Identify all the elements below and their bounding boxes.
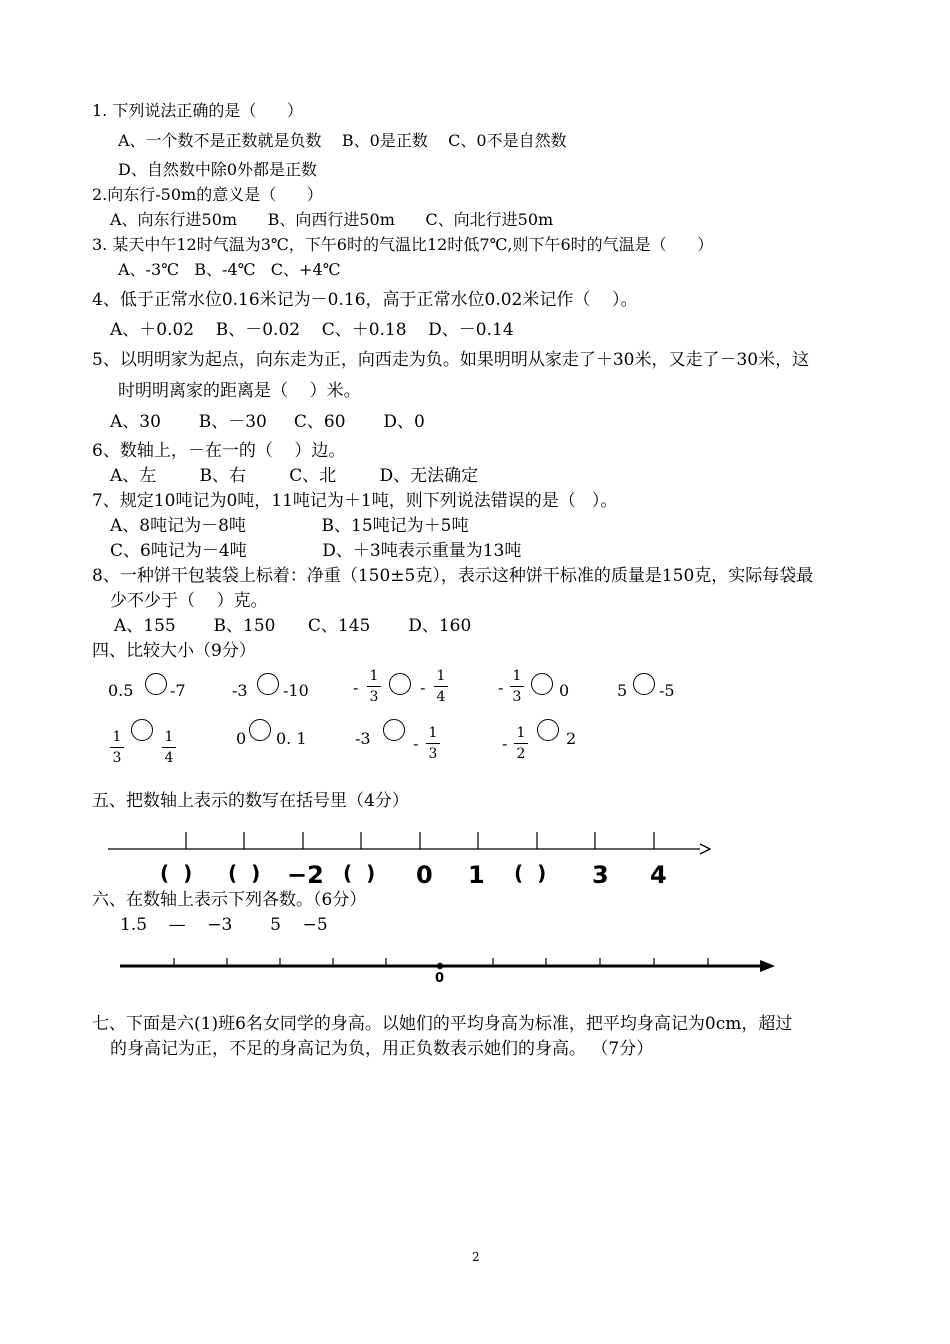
fraction-numerator: 1	[110, 729, 124, 748]
fraction-numerator: 1	[434, 668, 448, 687]
q3-options: A、-3℃ B、-4℃ C、+4℃	[118, 260, 341, 279]
fraction	[426, 725, 440, 762]
compare-circle[interactable]	[383, 719, 405, 741]
section6-numbers: 1.5 — −3 5 −5	[120, 915, 328, 935]
cmp-1-right: -7	[170, 681, 186, 700]
axis-label: 0	[416, 861, 433, 889]
q3-stem: 3. 某天中午12时气温为3℃，下午6时的气温比12时低7℃,则下午6时的气温是（ ）	[92, 235, 714, 254]
q8-options: A、155 B、150 C、145 D、160	[114, 616, 472, 636]
fraction-denominator: 2	[516, 746, 526, 762]
q8-stem-line1: 8、一种饼干包装袋上标着：净重（150±5克），表示这种饼干标准的质量是150克，实际每袋最	[92, 566, 814, 586]
q6-options: A、左 B、右 C、北 D、无法确定	[110, 466, 479, 486]
number-line-2	[0, 948, 950, 988]
section7-line1: 七、下面是六(1)班6名女同学的身高。以她们的平均身高为标准，把平均身高记为0cm，超过	[92, 1014, 793, 1034]
q5-options: A、30 B、－30 C、60 D、0	[110, 412, 425, 432]
compare-circle[interactable]	[131, 719, 153, 741]
cmp-8-left: -3	[355, 729, 371, 748]
fraction	[510, 668, 524, 705]
fraction-numerator: 1	[426, 725, 440, 744]
q2-stem: 2.向东行-50m的意义是（ ）	[92, 185, 323, 204]
cmp-2-left: -3	[232, 681, 248, 700]
axis-label: ( )	[228, 861, 261, 885]
cmp-3-sign: -	[353, 678, 359, 697]
cmp-7-right: 0. 1	[276, 729, 307, 748]
q7-options-line2: C、6吨记为－4吨 D、＋3吨表示重量为13吨	[110, 541, 522, 561]
fraction	[367, 668, 381, 705]
q2-options: A、向东行进50m B、向西行进50m C、向北行进50m	[110, 210, 554, 229]
cmp-9-sign: -	[502, 734, 508, 753]
cmp-5-left: 5	[617, 681, 628, 700]
axis-label: −2	[287, 861, 324, 889]
q5-stem-line2: 时明明离家的距离是（ ）米。	[118, 381, 361, 401]
fraction	[514, 725, 528, 762]
axis-label: ( )	[160, 861, 193, 885]
fraction-denominator: 3	[369, 689, 379, 705]
compare-circle[interactable]	[257, 673, 279, 695]
axis-label: 4	[650, 861, 667, 889]
cmp-5-right: -5	[659, 681, 675, 700]
q8-stem-line2: 少不少于（ ）克。	[110, 591, 268, 611]
q7-options-line1: A、8吨记为－8吨 B、15吨记为＋5吨	[110, 516, 469, 536]
axis-label: ( )	[514, 861, 547, 885]
q1-stem: 1. 下列说法正确的是（ ）	[92, 101, 303, 120]
fraction-denominator: 3	[512, 689, 522, 705]
section4-title: 四、比较大小（9分）	[92, 641, 256, 661]
compare-circle[interactable]	[249, 719, 271, 741]
cmp-4-right: 0	[559, 681, 570, 700]
section5-title: 五、把数轴上表示的数写在括号里（4分）	[92, 791, 409, 811]
axis-label: 1	[468, 861, 485, 889]
cmp-8-sign: -	[413, 734, 419, 753]
fraction	[434, 668, 448, 705]
cmp-1-left: 0.5	[108, 681, 134, 700]
cmp-3-mid-sign: -	[420, 678, 426, 697]
q4-options: A、＋0.02 B、－0.02 C、＋0.18 D、－0.14	[110, 320, 514, 340]
fraction-numerator: 1	[514, 725, 528, 744]
fraction-numerator: 1	[162, 729, 176, 748]
axis-label: ( )	[343, 861, 376, 885]
q7-stem: 7、规定10吨记为0吨，11吨记为＋1吨，则下列说法错误的是（ ）。	[92, 491, 618, 511]
section6-title: 六、在数轴上表示下列各数。（6分）	[92, 890, 367, 910]
cmp-2-right: -10	[283, 681, 309, 700]
q1-options-line1: A、一个数不是正数就是负数 B、0是正数 C、0不是自然数	[118, 131, 567, 150]
cmp-9-right: 2	[566, 729, 577, 748]
cmp-4-sign: -	[498, 678, 504, 697]
q6-stem: 6、数轴上，－在一的（ ）边。	[92, 441, 346, 461]
fraction-denominator: 3	[428, 746, 438, 762]
compare-circle[interactable]	[633, 673, 655, 695]
compare-circle[interactable]	[537, 719, 559, 741]
fraction-numerator: 1	[510, 668, 524, 687]
q5-stem-line1: 5、以明明家为起点，向东走为正，向西走为负。如果明明从家走了＋30米，又走了－30米，这	[92, 350, 810, 370]
fraction-numerator: 1	[367, 668, 381, 687]
compare-circle[interactable]	[389, 673, 411, 695]
section7-line2: 的身高记为正，不足的身高记为负，用正负数表示她们的身高。 （7分）	[110, 1039, 654, 1059]
q1-options-line2: D、自然数中除0外都是正数	[118, 160, 318, 179]
fraction	[162, 729, 176, 766]
q4-stem: 4、低于正常水位0.16米记为－0.16，高于正常水位0.02米记作（ ）。	[92, 290, 638, 310]
axis-label: 3	[592, 861, 609, 889]
cmp-7-left: 0	[236, 729, 247, 748]
origin-label: 0	[435, 971, 445, 986]
fraction	[110, 729, 124, 766]
fraction-denominator: 4	[436, 689, 446, 705]
compare-circle[interactable]	[531, 673, 553, 695]
fraction-denominator: 4	[164, 750, 174, 766]
compare-circle[interactable]	[145, 673, 167, 695]
fraction-denominator: 3	[112, 750, 122, 766]
page-number: 2	[472, 1250, 480, 1264]
